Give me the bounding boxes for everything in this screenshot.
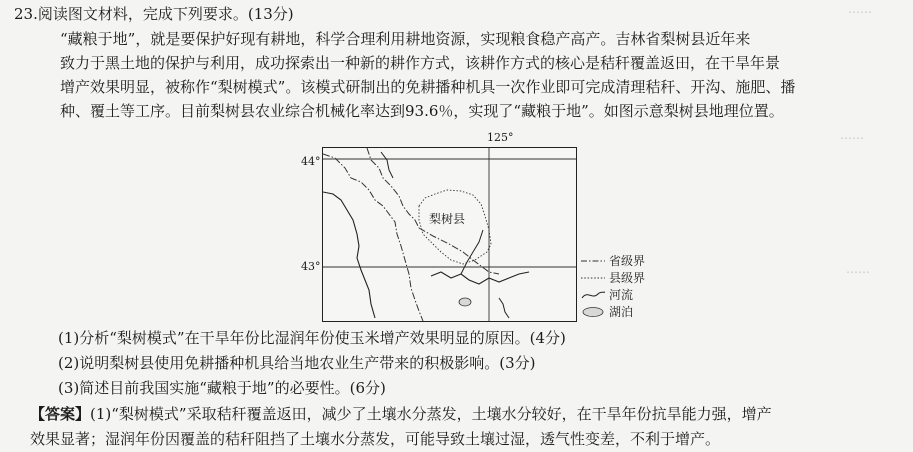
river-south [431, 272, 529, 284]
lishu-county-boundary [419, 190, 491, 264]
longitude-label: 125° [487, 131, 514, 144]
ghost-text: …… [840, 128, 864, 142]
province-boundary-west [323, 154, 423, 321]
province-boundary-north [367, 148, 419, 228]
sub-question-3: (3)简述目前我国实施“藏粮于地”的必要性。(6分) [58, 379, 386, 397]
answer-line-2: 效果显著；湿润年份因覆盖的秸秆阻挡了土壤水分蒸发，可能导致土壤过湿，透气性变差，不利于增产。 [30, 430, 721, 448]
county-label: 梨树县 [429, 212, 466, 226]
ghost-text: …… [848, 2, 872, 16]
map-drawing [323, 148, 576, 321]
sub-question-2: (2)说明梨树县使用免耕播种机具给当地农业生产带来的积极影响。(3分) [58, 354, 536, 372]
river-icon [580, 288, 606, 302]
paragraph-line: 增产效果明显，被称作“梨树模式”。该模式研制出的免耕播种机具一次作业即可完成清理秸秆、开沟、施肥、播 [60, 78, 796, 96]
latitude-44-label: 44° [301, 155, 321, 168]
river-southeast [499, 298, 509, 318]
legend-label: 县级界 [609, 271, 646, 285]
sub-question-1: (1)分析“梨树模式”在干旱年份比湿润年份使玉米增产效果明显的原因。(4分) [58, 329, 566, 347]
paragraph-line: “藏粮于地”，就是要保护好现有耕地，科学合理利用耕地资源，实现粮食稳产高产。吉林省梨树县近年来 [60, 30, 751, 48]
answer-line-1 [30, 404, 772, 424]
paragraph-line: 致力于黑土地的保护与利用，成功探索出一种新的耕作方式，该耕作方式的核心是秸秆覆盖返田，在干旱年景 [60, 54, 781, 72]
river-west [323, 192, 375, 318]
ghost-text: …… [846, 262, 870, 276]
answer-text: (1)“梨树模式”采取秸秆覆盖返田，减少了土壤水分蒸发，土壤水分较好，在干旱年份抗旱能力强，增产 [90, 405, 772, 423]
latitude-43-label: 43° [301, 260, 321, 273]
county-boundary-icon [580, 271, 606, 285]
answer-label: 【答案】 [30, 405, 91, 423]
paragraph-line: 种、覆土等工序。目前梨树县农业综合机械化率达到93.6％，实现了“藏粮于地”。如图示意梨树县地理位置。 [60, 102, 784, 120]
question-title: 23.阅读图文材料，完成下列要求。(13分) [14, 5, 294, 23]
river-north [381, 152, 393, 178]
lake-icon [580, 305, 606, 319]
legend-label: 湖泊 [609, 305, 634, 319]
province-boundary-icon [580, 254, 606, 268]
location-map [322, 147, 577, 322]
legend-label: 河流 [609, 288, 634, 302]
legend-label: 省级界 [609, 254, 646, 268]
lake-shape [459, 298, 471, 306]
